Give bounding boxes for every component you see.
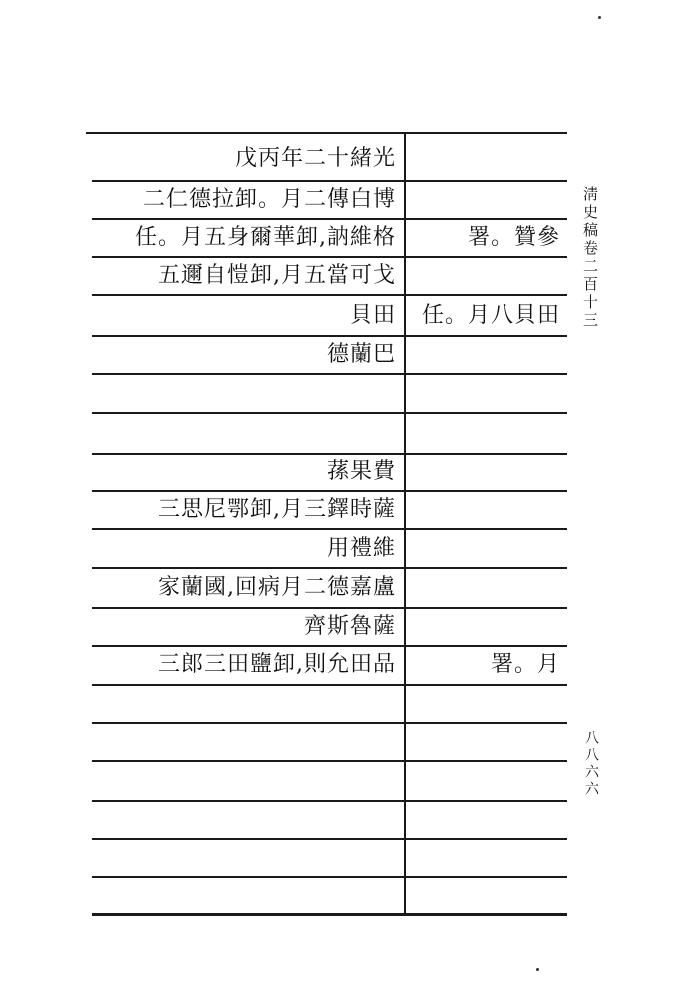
row-rule	[92, 760, 567, 762]
row-side-cell	[410, 374, 560, 411]
row-main-cell: 用禮維	[326, 535, 396, 561]
row-main-cell: 貝田	[349, 302, 396, 328]
scan-speck	[536, 968, 539, 971]
row-main-cell: 戊丙年二十緒光	[234, 145, 396, 171]
row-main-cell: 家蘭國,回病月二德嘉盧	[158, 574, 396, 600]
column-divider	[404, 132, 406, 915]
page-number: 八八六六	[583, 730, 599, 798]
row-side-cell	[410, 140, 560, 177]
row-side-cell: 任。月八貝田	[421, 302, 560, 328]
row-main-cell: 蓀果費	[326, 458, 396, 484]
row-rule	[92, 800, 567, 802]
row-side-cell	[410, 414, 560, 451]
scan-speck	[598, 16, 601, 19]
row-side-cell	[410, 181, 560, 218]
row-side-cell: 署。月	[490, 651, 560, 677]
row-rule	[92, 684, 567, 686]
running-header: 淸史稿卷二百十三	[581, 186, 599, 330]
row-side-cell	[410, 530, 560, 567]
table-top-rule	[86, 132, 567, 134]
row-side-cell: 署。贊參	[467, 224, 560, 250]
row-rule	[92, 838, 567, 840]
row-rule	[92, 876, 567, 878]
row-side-cell	[410, 491, 560, 528]
row-main-cell: 三郎三田鹽卸,則允田品	[158, 651, 396, 677]
row-main-cell	[92, 414, 396, 451]
row-main-cell: 齊斯魯薩	[303, 613, 396, 639]
row-rule	[92, 722, 567, 724]
row-main-cell: 五邇自愷卸,月五當可戈	[158, 262, 396, 288]
row-side-cell	[410, 608, 560, 645]
row-main-cell: 德蘭巴	[326, 341, 396, 367]
row-rule	[92, 294, 567, 296]
row-side-cell	[410, 569, 560, 606]
row-main-cell: 任。月五身爾華卸,訥維格	[135, 224, 396, 250]
table-bottom-rule	[92, 913, 567, 916]
row-main-cell	[92, 374, 396, 411]
row-main-cell: 二仁德拉卸。月二傳白博	[142, 186, 396, 212]
row-side-cell	[410, 257, 560, 294]
row-side-cell	[410, 453, 560, 490]
row-side-cell	[410, 336, 560, 373]
row-main-cell: 三思尼鄂卸,月三鐸時薩	[158, 496, 396, 522]
